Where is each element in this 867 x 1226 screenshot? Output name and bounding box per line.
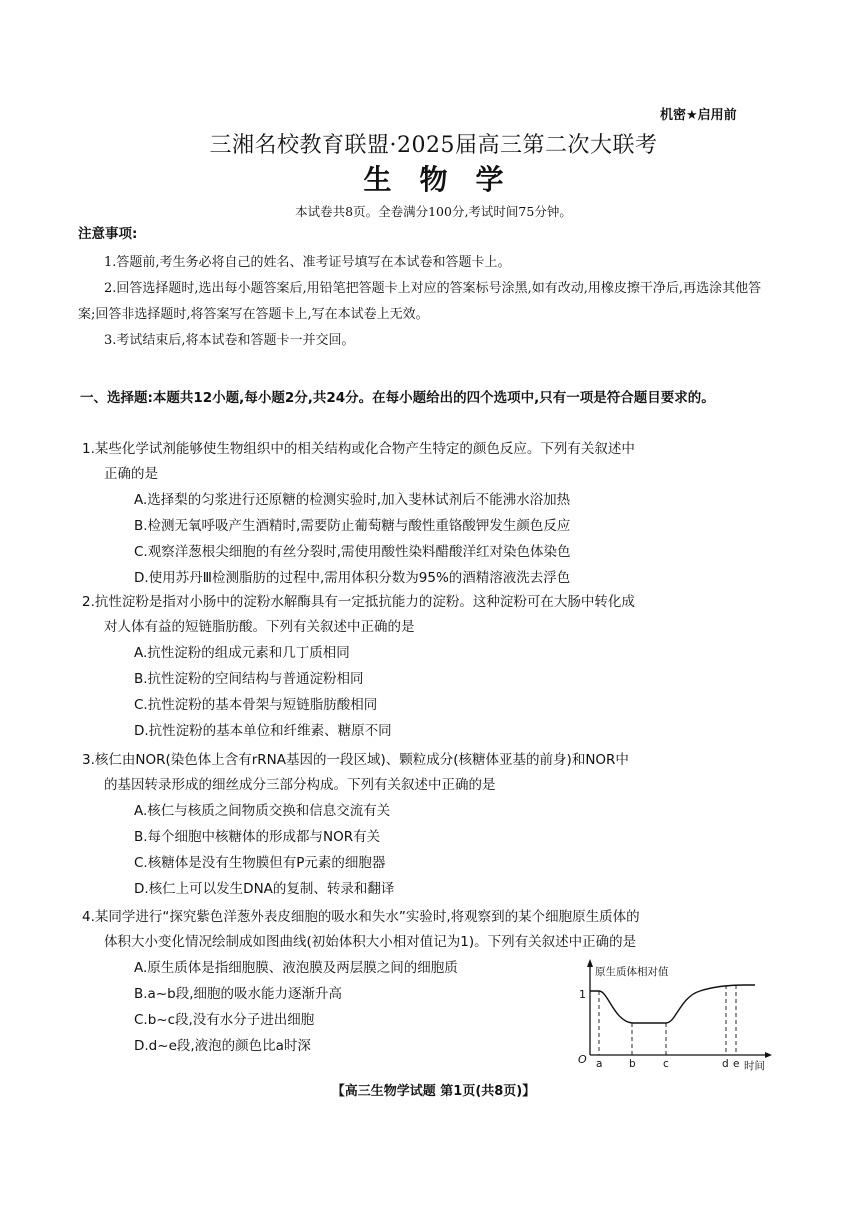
option-c: C.核糖体是没有生物膜但有P元素的细胞器: [134, 855, 386, 871]
notice-title: 注意事项:: [78, 226, 138, 242]
option-a: A.核仁与核质之间物质交换和信息交流有关: [134, 803, 391, 819]
option-a: A.选择梨的匀浆进行还原糖的检测实验时,加入斐林试剂后不能沸水浴加热: [134, 492, 571, 508]
question-stem: 4.某同学进行“探究紫色洋葱外表皮细胞的吸水和失水”实验时,将观察到的某个细胞原生质体的 体积大小变化情况绘制成如图曲线(初始体积大小相对值记为1)。下列有关叙述中正确的是: [82, 909, 640, 950]
exam-title: 三湘名校教育联盟·2025届高三第二次大联考: [209, 133, 658, 158]
option-a: A.抗性淀粉的组成元素和几丁质相同: [134, 645, 350, 661]
option-d: D.使用苏丹Ⅲ检测脂肪的过程中,需用体积分数为95%的酒精溶液洗去浮色: [134, 570, 571, 586]
question-stem: 1.某些化学试剂能够使生物组织中的相关结构或化合物产生特定的颜色反应。下列有关叙述中 正确的是: [82, 441, 635, 482]
question-stem: 2.抗性淀粉是指对小肠中的淀粉水解酶具有一定抵抗能力的淀粉。这种淀粉可在大肠中转化成 对人体有益的短链脂肪酸。下列有关叙述中正确的是: [82, 594, 635, 635]
point-label-d: d: [722, 1058, 729, 1070]
x-axis-label: 时间: [744, 1060, 765, 1072]
y-axis-label: 原生质体相对值: [595, 966, 669, 978]
point-label-c: c: [663, 1058, 669, 1070]
point-label-b: b: [629, 1058, 636, 1070]
subject-title: 生物学: [363, 163, 532, 196]
y-tick-1: 1: [579, 988, 586, 1001]
option-d: D.d~e段,液泡的颜色比a时深: [134, 1038, 311, 1054]
option-c: C.b~c段,没有水分子进出细胞: [134, 1012, 315, 1028]
option-b: B.每个细胞中核糖体的形成都与NOR有关: [134, 829, 381, 845]
question-2: [82, 590, 774, 744]
x-axis-arrow: [765, 1052, 772, 1058]
question-1: [82, 437, 774, 591]
notice-list: [78, 250, 773, 354]
notice-item: 1.答题前,考生务必将自己的姓名、准考证号填写在本试卷和答题卡上。: [104, 255, 511, 270]
exam-info: 本试卷共8页。全卷满分100分,考试时间75分钟。: [295, 204, 572, 219]
option-c: C.观察洋葱根尖细胞的有丝分裂时,需使用酸性染料醋酸洋红对染色体染色: [134, 544, 571, 560]
point-label-a: a: [596, 1058, 603, 1070]
y-axis-arrow: [587, 959, 593, 967]
notice-item: 2.回答选择题时,选出每小题答案后,用铅笔把答题卡上对应的答案标号涂黑,如有改动,用橡皮擦干净后,再选涂其他答案;回答非选择题时,将答案写在答题卡上,写在本试卷上无效。: [78, 281, 762, 322]
point-label-e: e: [733, 1058, 740, 1070]
notice-item: 3.考试结束后,将本试卷和答题卡一并交回。: [104, 333, 355, 348]
section-heading: 一、选择题:本题共12小题,每小题2分,共24分。在每小题给出的四个选项中,只有一项是符合题目要求的。: [80, 390, 715, 406]
option-b: B.抗性淀粉的空间结构与普通淀粉相同: [134, 671, 364, 687]
option-d: D.核仁上可以发生DNA的复制、转录和翻译: [134, 881, 395, 897]
option-c: C.抗性淀粉的基本骨架与短链脂肪酸相同: [134, 697, 378, 713]
option-b: B.检测无氧呼吸产生酒精时,需要防止葡萄糖与酸性重铬酸钾发生颜色反应: [134, 518, 571, 534]
confidential-mark: 机密★启用前: [660, 108, 737, 123]
option-d: D.抗性淀粉的基本单位和纤维素、糖原不同: [134, 723, 392, 739]
option-b: B.a~b段,细胞的吸水能力逐渐升高: [134, 986, 342, 1002]
volume-curve: [590, 985, 755, 1023]
question-3: [82, 748, 774, 902]
option-a: A.原生质体是指细胞膜、液泡膜及两层膜之间的细胞质: [134, 960, 458, 976]
protoplast-volume-graph: [570, 955, 780, 1075]
origin-label: O: [578, 1053, 587, 1066]
page-footer: 【高三生物学试题 第1页(共8页)】: [331, 1084, 536, 1099]
question-stem: 3.核仁由NOR(染色体上含有rRNA基因的一段区域)、颗粒成分(核糖体亚基的前身)和NOR中 的基因转录形成的细丝成分三部分构成。下列有关叙述中正确的是: [82, 752, 629, 793]
